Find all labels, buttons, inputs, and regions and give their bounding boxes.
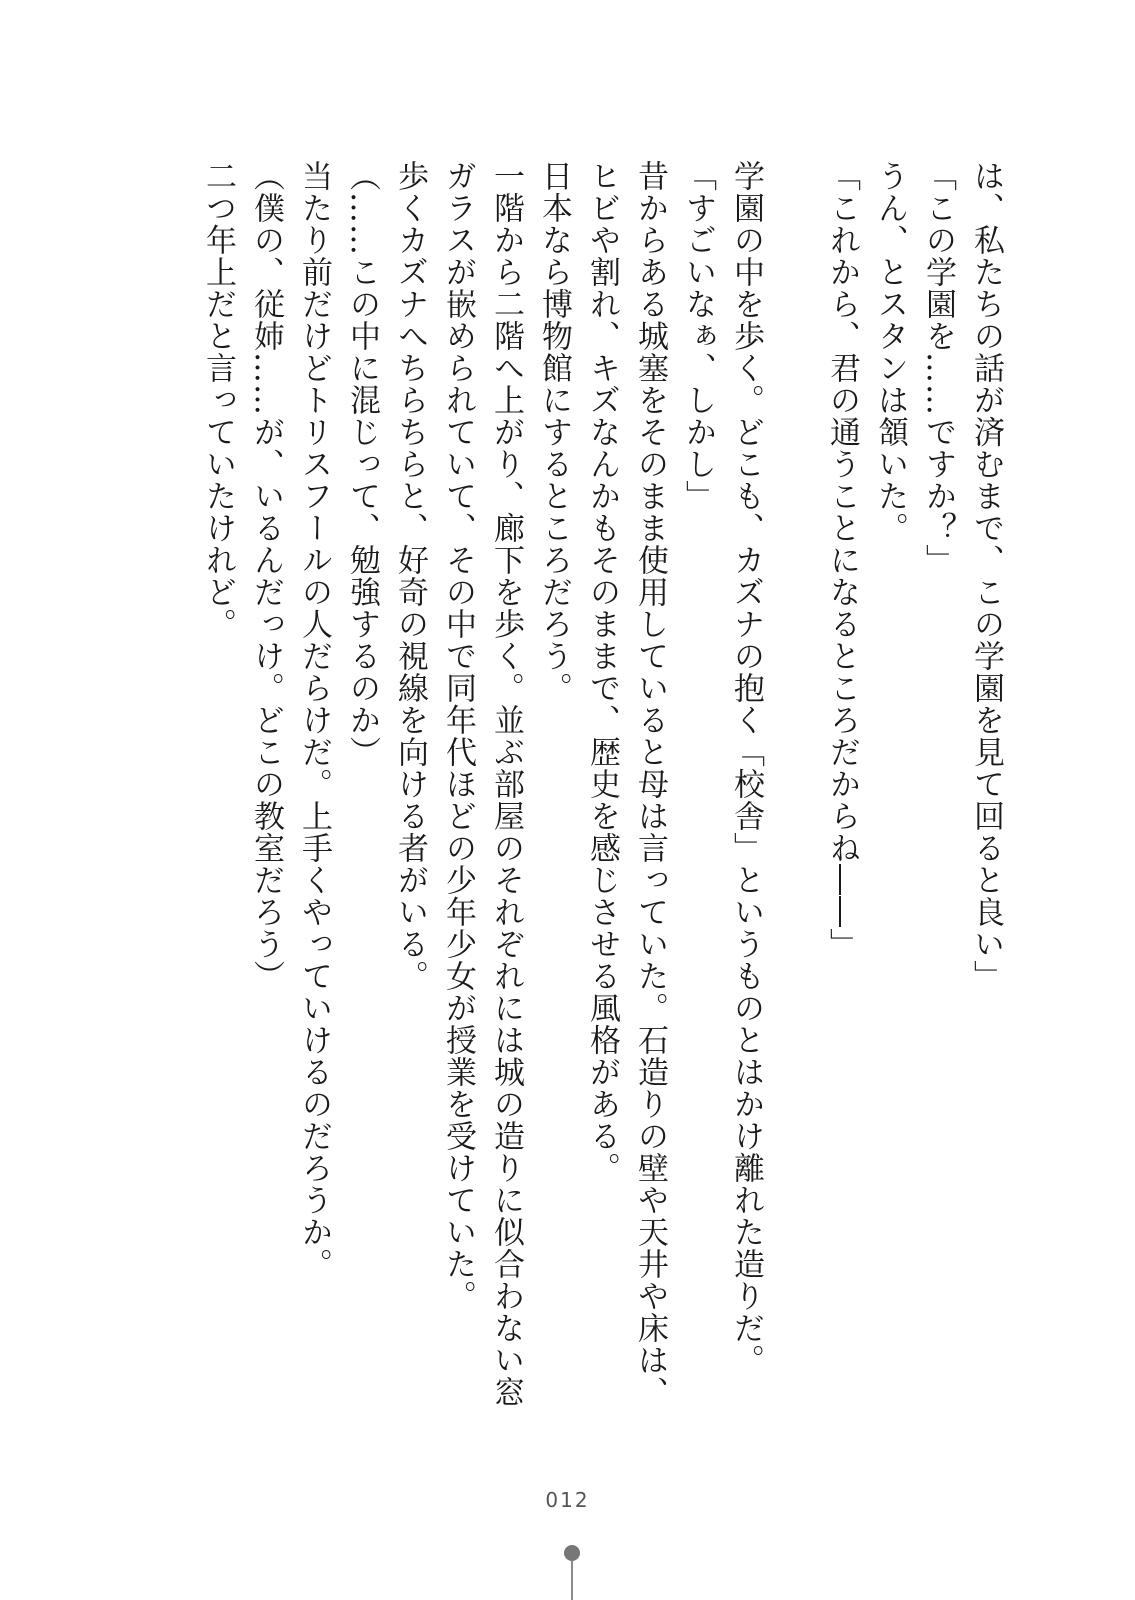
page-number: 012 [545, 1488, 590, 1512]
text-line: は、私たちの話が済むまで、この学園を見て回ると良い」 [968, 160, 1004, 992]
blank-line [770, 160, 818, 1370]
text-line: 一階から二階へ上がり、廊下を歩く。並ぶ部屋のそれぞれには城の造りに似合わない窓 [488, 160, 524, 1408]
text-line: ガラスが嵌められていて、その中で同年代ほどの少年少女が授業を受けていた。 [440, 160, 476, 1312]
text-line: ヒビや割れ、キズなんかもそのままで、歴史を感じさせる風格がある。 [584, 160, 620, 1184]
vertical-text-body [194, 160, 1010, 1408]
page-marker-dot [564, 1545, 580, 1561]
text-line: 昔からある城塞をそのまま使用していると母は言っていた。石造りの壁や天井や床は、 [632, 160, 668, 1408]
text-line: 当たり前だけどトリスフールの人だらけだ。上手くやっていけるのだろうか。 [296, 160, 332, 1280]
text-line: 日本なら博物館にするところだろう。 [536, 160, 572, 704]
text-line: 学園の中を歩く。どこも、カズナの抱く「校舎」というものとはかけ離れた造りだ。 [728, 160, 764, 1376]
text-line: （僕の、従姉……が、いるんだっけ。どこの教室だろう） [248, 160, 284, 992]
text-line: 「この学園を……ですか？」 [920, 160, 956, 576]
text-line: 「すごいなぁ、しかし」 [680, 160, 716, 512]
text-line: 「これから、君の通うことになるところだからね――」 [824, 160, 860, 960]
text-line: うん、とスタンは頷いた。 [872, 160, 908, 544]
page-marker-stem [571, 1561, 573, 1600]
text-line: 歩くカズナへちらちらと、好奇の視線を向ける者がいる。 [392, 160, 428, 992]
page-footer [0, 1488, 1135, 1512]
text-line: 二つ年上だと言っていたけれど。 [200, 160, 236, 640]
text-line: （……この中に混じって、勉強するのか） [344, 160, 380, 768]
